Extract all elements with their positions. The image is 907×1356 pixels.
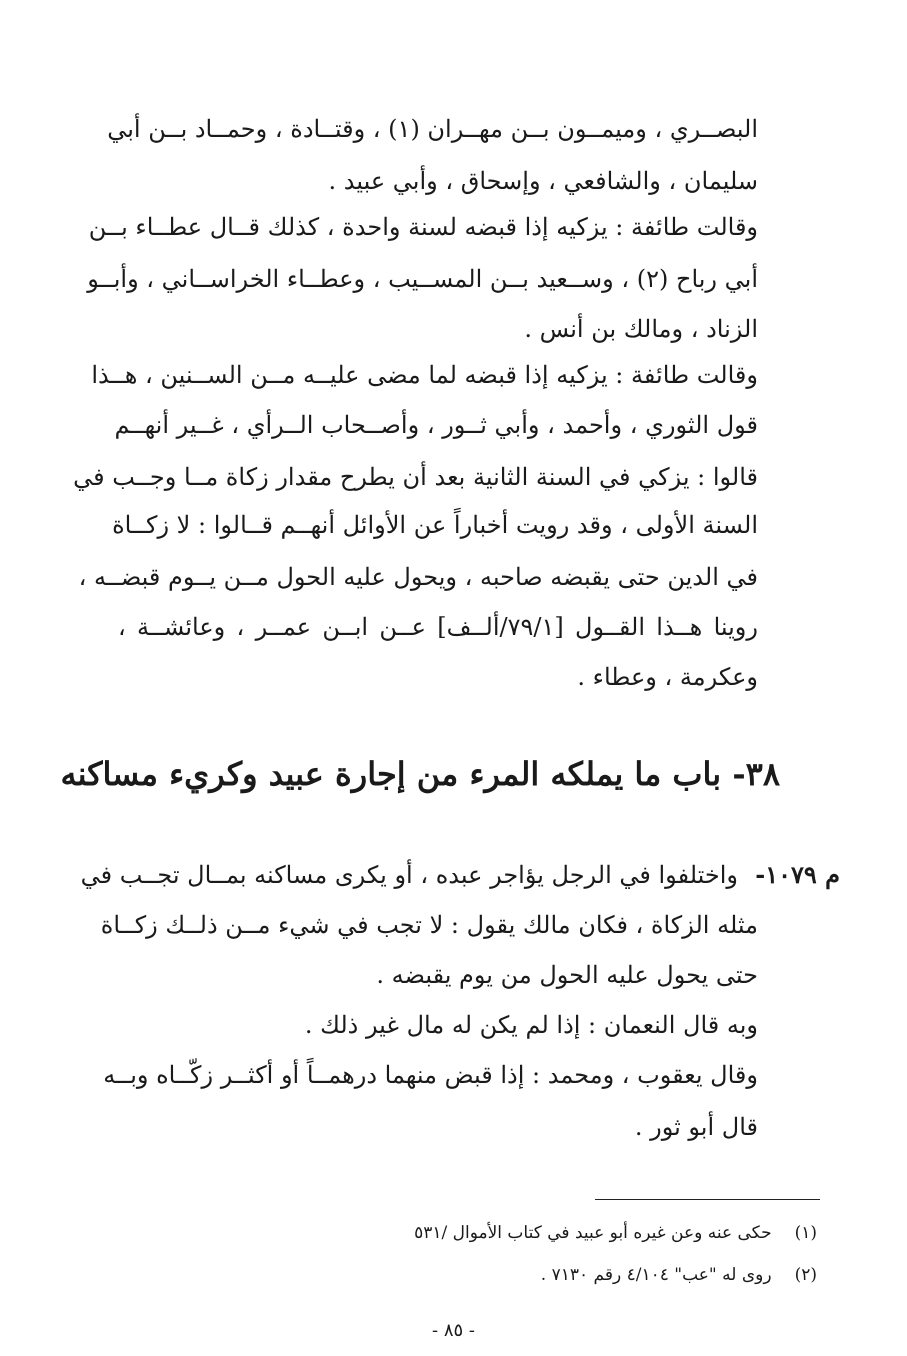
text-line: أبي رباح (٢) ، وســعيد بــن المســيب ، وعطــاء الخراســاني ، وأبــو: [87, 265, 758, 293]
text-line: واختلفوا في الرجل يؤاجر عبده ، أو يكرى مساكنه بمــال تجــب في: [80, 861, 738, 889]
text-line: وبه قال النعمان : إذا لم يكن له مال غير ذلك .: [304, 1011, 758, 1039]
footnote-separator: [595, 1199, 820, 1200]
footnote-number: (١): [794, 1223, 817, 1243]
text-line: الزناد ، ومالك بن أنس .: [524, 315, 758, 343]
section-marker: م ١٠٧٩-: [755, 860, 840, 889]
text-line: حتى يحول عليه الحول من يوم يقبضه .: [376, 961, 758, 989]
text-line: وقالت طائفة : يزكيه إذا قبضه لما مضى عليــه مــن الســنين ، هــذا: [91, 361, 758, 389]
page-number: - ٨٥ -: [432, 1320, 475, 1341]
footnote-text: حكى عنه وعن غيره أبو عبيد في كتاب الأموال /٥٣١: [414, 1223, 772, 1243]
text-line: قول الثوري ، وأحمد ، وأبي ثــور ، وأصــحاب الــرأي ، غــير أنهــم: [114, 411, 758, 439]
footnote: [414, 1220, 817, 1246]
text-line: السنة الأولى ، وقد رويت أخباراً عن الأوائل أنهــم قــالوا : لا زكــاة: [112, 511, 758, 539]
text-line: روينا هــذا القــول [٧٩/١/ألــف] عــن ابــن عمــر ، وعائشــة ،: [118, 613, 758, 641]
text-line: وقالت طائفة : يزكيه إذا قبضه لسنة واحدة ، كذلك قــال عطــاء بــن: [88, 213, 758, 241]
text-line: قالوا : يزكي في السنة الثانية بعد أن يطرح مقدار زكاة مــا وجــب في: [73, 463, 758, 491]
footnote-text: روى له "عب" ٤/١٠٤ رقم ٧١٣٠ .: [540, 1265, 772, 1285]
footnote-number: (٢): [794, 1265, 817, 1285]
footnote: [541, 1262, 817, 1288]
text-line: قال أبو ثور .: [634, 1113, 758, 1141]
chapter-heading: ٣٨- باب ما يملكه المرء من إجارة عبيد وكريء مساكنه: [60, 755, 780, 793]
text-line: في الدين حتى يقبضه صاحبه ، ويحول عليه الحول مــن يــوم قبضــه ،: [78, 563, 758, 591]
text-line: مثله الزكاة ، فكان مالك يقول : لا تجب في شيء مــن ذلــك زكــاة: [100, 911, 758, 939]
text-line: البصــري ، وميمــون بــن مهــران (١) ، وقتــادة ، وحمــاد بــن أبي: [107, 115, 758, 143]
text-line: وقال يعقوب ، ومحمد : إذا قبض منهما درهمــاً أو أكثــر زكّــاه وبــه: [103, 1061, 758, 1089]
text-line: سليمان ، والشافعي ، وإسحاق ، وأبي عبيد .: [328, 167, 758, 195]
text-line: وعكرمة ، وعطاء .: [577, 663, 758, 691]
